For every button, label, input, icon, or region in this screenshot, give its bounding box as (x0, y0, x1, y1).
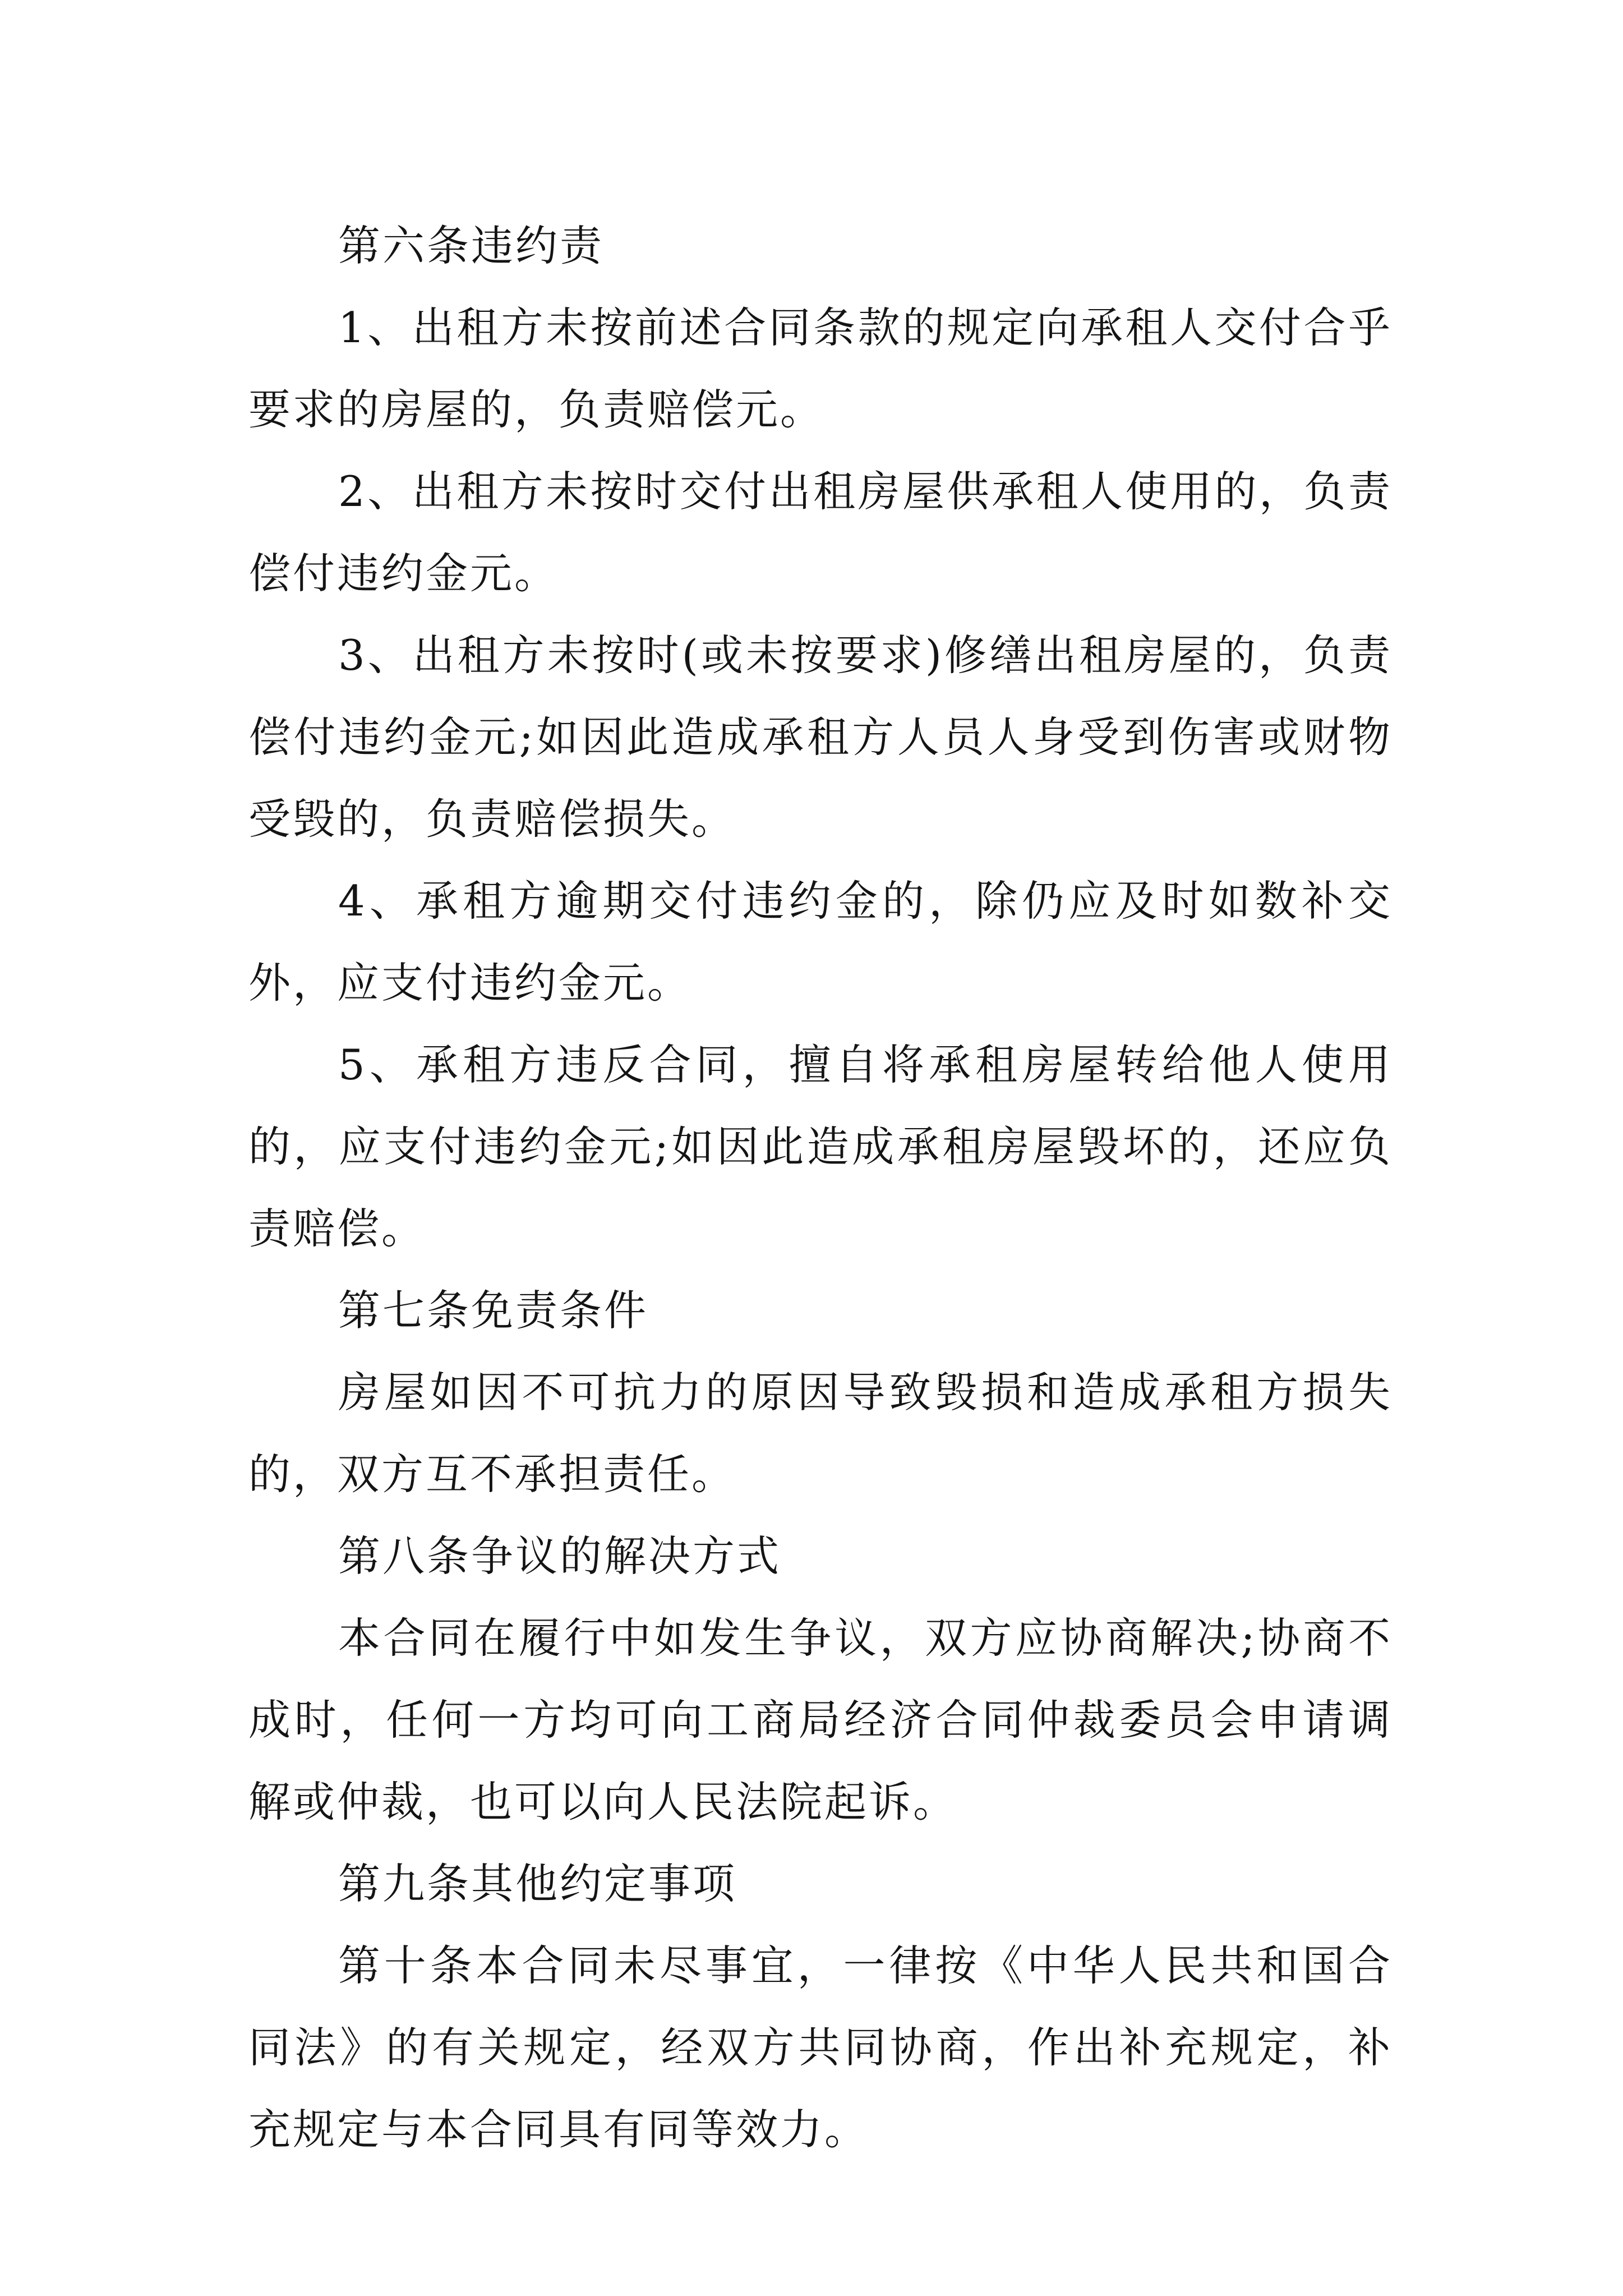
heading-article-8: 第八条争议的解决方式 (338, 1531, 782, 1581)
heading-article-6: 第六条违约责 (338, 221, 605, 270)
document-body (248, 205, 1393, 2170)
heading-article-9: 第九条其他约定事项 (338, 1859, 737, 1908)
paragraph-article-8: 本合同在履行中如发生争议，双方应协商解决;协商不成时，任何一方均可向工商局经济合同仲裁委员会申请调解或仲裁，也可以向人民法院起诉。 (248, 1613, 1393, 1826)
paragraph-article-6-item-5: 5、承租方违反合同，擅自将承租房屋转给他人使用的，应支付违约金元;如因此造成承租房屋毁坏的，还应负责赔偿。 (248, 1040, 1393, 1253)
paragraph-article-6-item-1: 1、出租方未按前述合同条款的规定向承租人交付合乎要求的房屋的，负责赔偿元。 (248, 303, 1393, 434)
paragraph-article-6-item-3: 3、出租方未按时(或未按要求)修缮出租房屋的，负责偿付违约金元;如因此造成承租方人员人身受到伤害或财物受毁的，负责赔偿损失。 (248, 631, 1393, 844)
heading-article-7: 第七条免责条件 (338, 1286, 649, 1335)
paragraph-article-10: 第十条本合同未尽事宜，一律按《中华人民共和国合同法》的有关规定，经双方共同协商，作出补充规定，补充规定与本合同具有同等效力。 (248, 1941, 1393, 2154)
paragraph-article-6-item-2: 2、出租方未按时交付出租房屋供承租人使用的，负责偿付违约金元。 (248, 467, 1393, 598)
paragraph-article-6-item-4: 4、承租方逾期交付违约金的，除仍应及时如数补交外，应支付违约金元。 (248, 876, 1393, 1007)
paragraph-article-7: 房屋如因不可抗力的原因导致毁损和造成承租方损失的，双方互不承担责任。 (248, 1368, 1393, 1499)
